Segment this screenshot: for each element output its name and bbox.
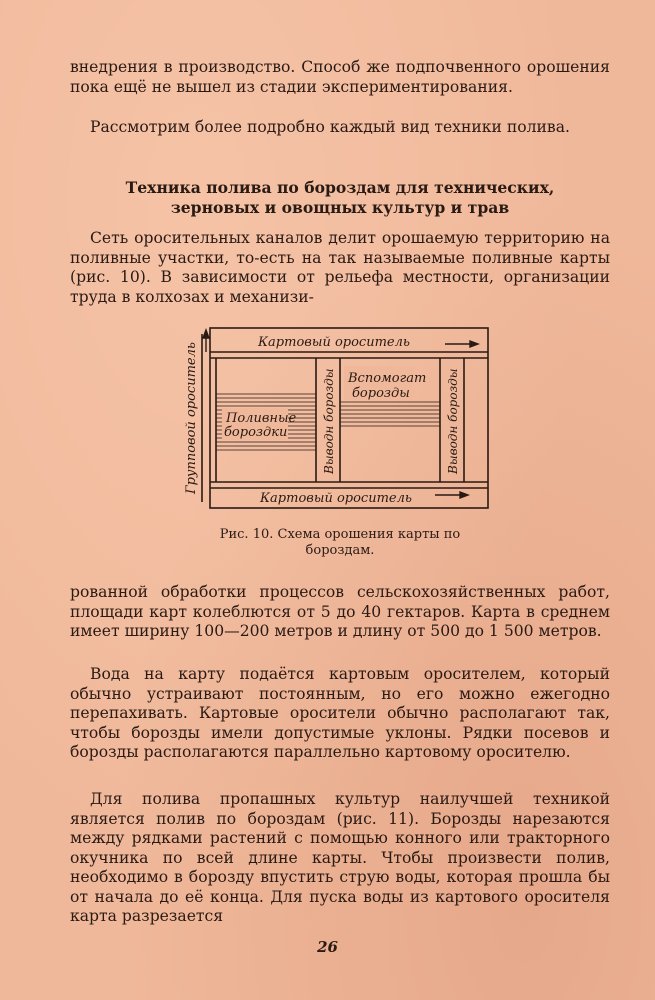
paragraph-1: внедрения в производство. Способ же подпочвенного орошения пока ещё не вышел из стадии экспериментирования. xyxy=(70,58,610,96)
paragraph-4: рованной обработки процессов сельскохозяйственных работ, площади карт колеблются от 5 до 40 гектаров. Карта в среднем имеет ширину 100—200 метров и длину от 500 до 1 500 метров. xyxy=(70,583,610,640)
figure-caption-line1: Рис. 10. Схема орошения карты по xyxy=(219,527,461,542)
paragraph-3: Сеть оросительных каналов делит орошаемую территорию на поливные участки, то-есть на так называемые поливные карты (рис. 10). В зависимости от рельефа местности, организации труда в колхозах и механизи- xyxy=(70,229,610,306)
paragraph-6: Для полива пропашных культур наилучшей техникой является полив по бороздам (рис. 11). Борозды нарезаются между рядками растений с помощью конного или тракторного окучника по всей длине карты. Чтобы произвести полив, необходимо в борозду впустить струю воды, которая прошла бы от начала до её конца. Для пуска воды из картового оросителя карта разрезается xyxy=(70,790,610,925)
label-furrows-line2: бороздки xyxy=(224,425,288,440)
label-aux-line2: борозды xyxy=(352,386,410,401)
section-heading-line2: зерновых и овощных культур и трав xyxy=(170,198,510,217)
paragraph-5: Вода на карту подаётся картовым оросителем, который обычно устраивают постоянным, но его можно ежегодно перепахивать. Картовые оросители обычно располагают так, чтобы борозды имели допустимые уклоны. Рядки посевов и борозды располагаются параллельно картовому оросителю. xyxy=(70,665,610,761)
paragraph-2: Рассмотрим более подробно каждый вид техники полива. xyxy=(90,118,570,136)
label-top-canal: Картовый ороситель xyxy=(258,335,410,350)
figure-caption-line2: бороздам. xyxy=(305,543,375,558)
label-aux-line1: Вспомогат xyxy=(348,371,427,386)
page-number: 26 xyxy=(317,938,338,956)
label-bottom-canal: Картовый ороситель xyxy=(260,491,412,506)
label-furrows-line1: Поливные xyxy=(226,411,297,426)
section-heading-line1: Техника полива по бороздам для технических, xyxy=(125,178,555,197)
label-outlet-right: Выводн борозды xyxy=(446,368,460,474)
label-outlet-left: Выводн борозды xyxy=(322,368,336,474)
irrigation-diagram xyxy=(180,322,495,517)
label-group-canal: Групповой ороситель xyxy=(184,342,199,494)
